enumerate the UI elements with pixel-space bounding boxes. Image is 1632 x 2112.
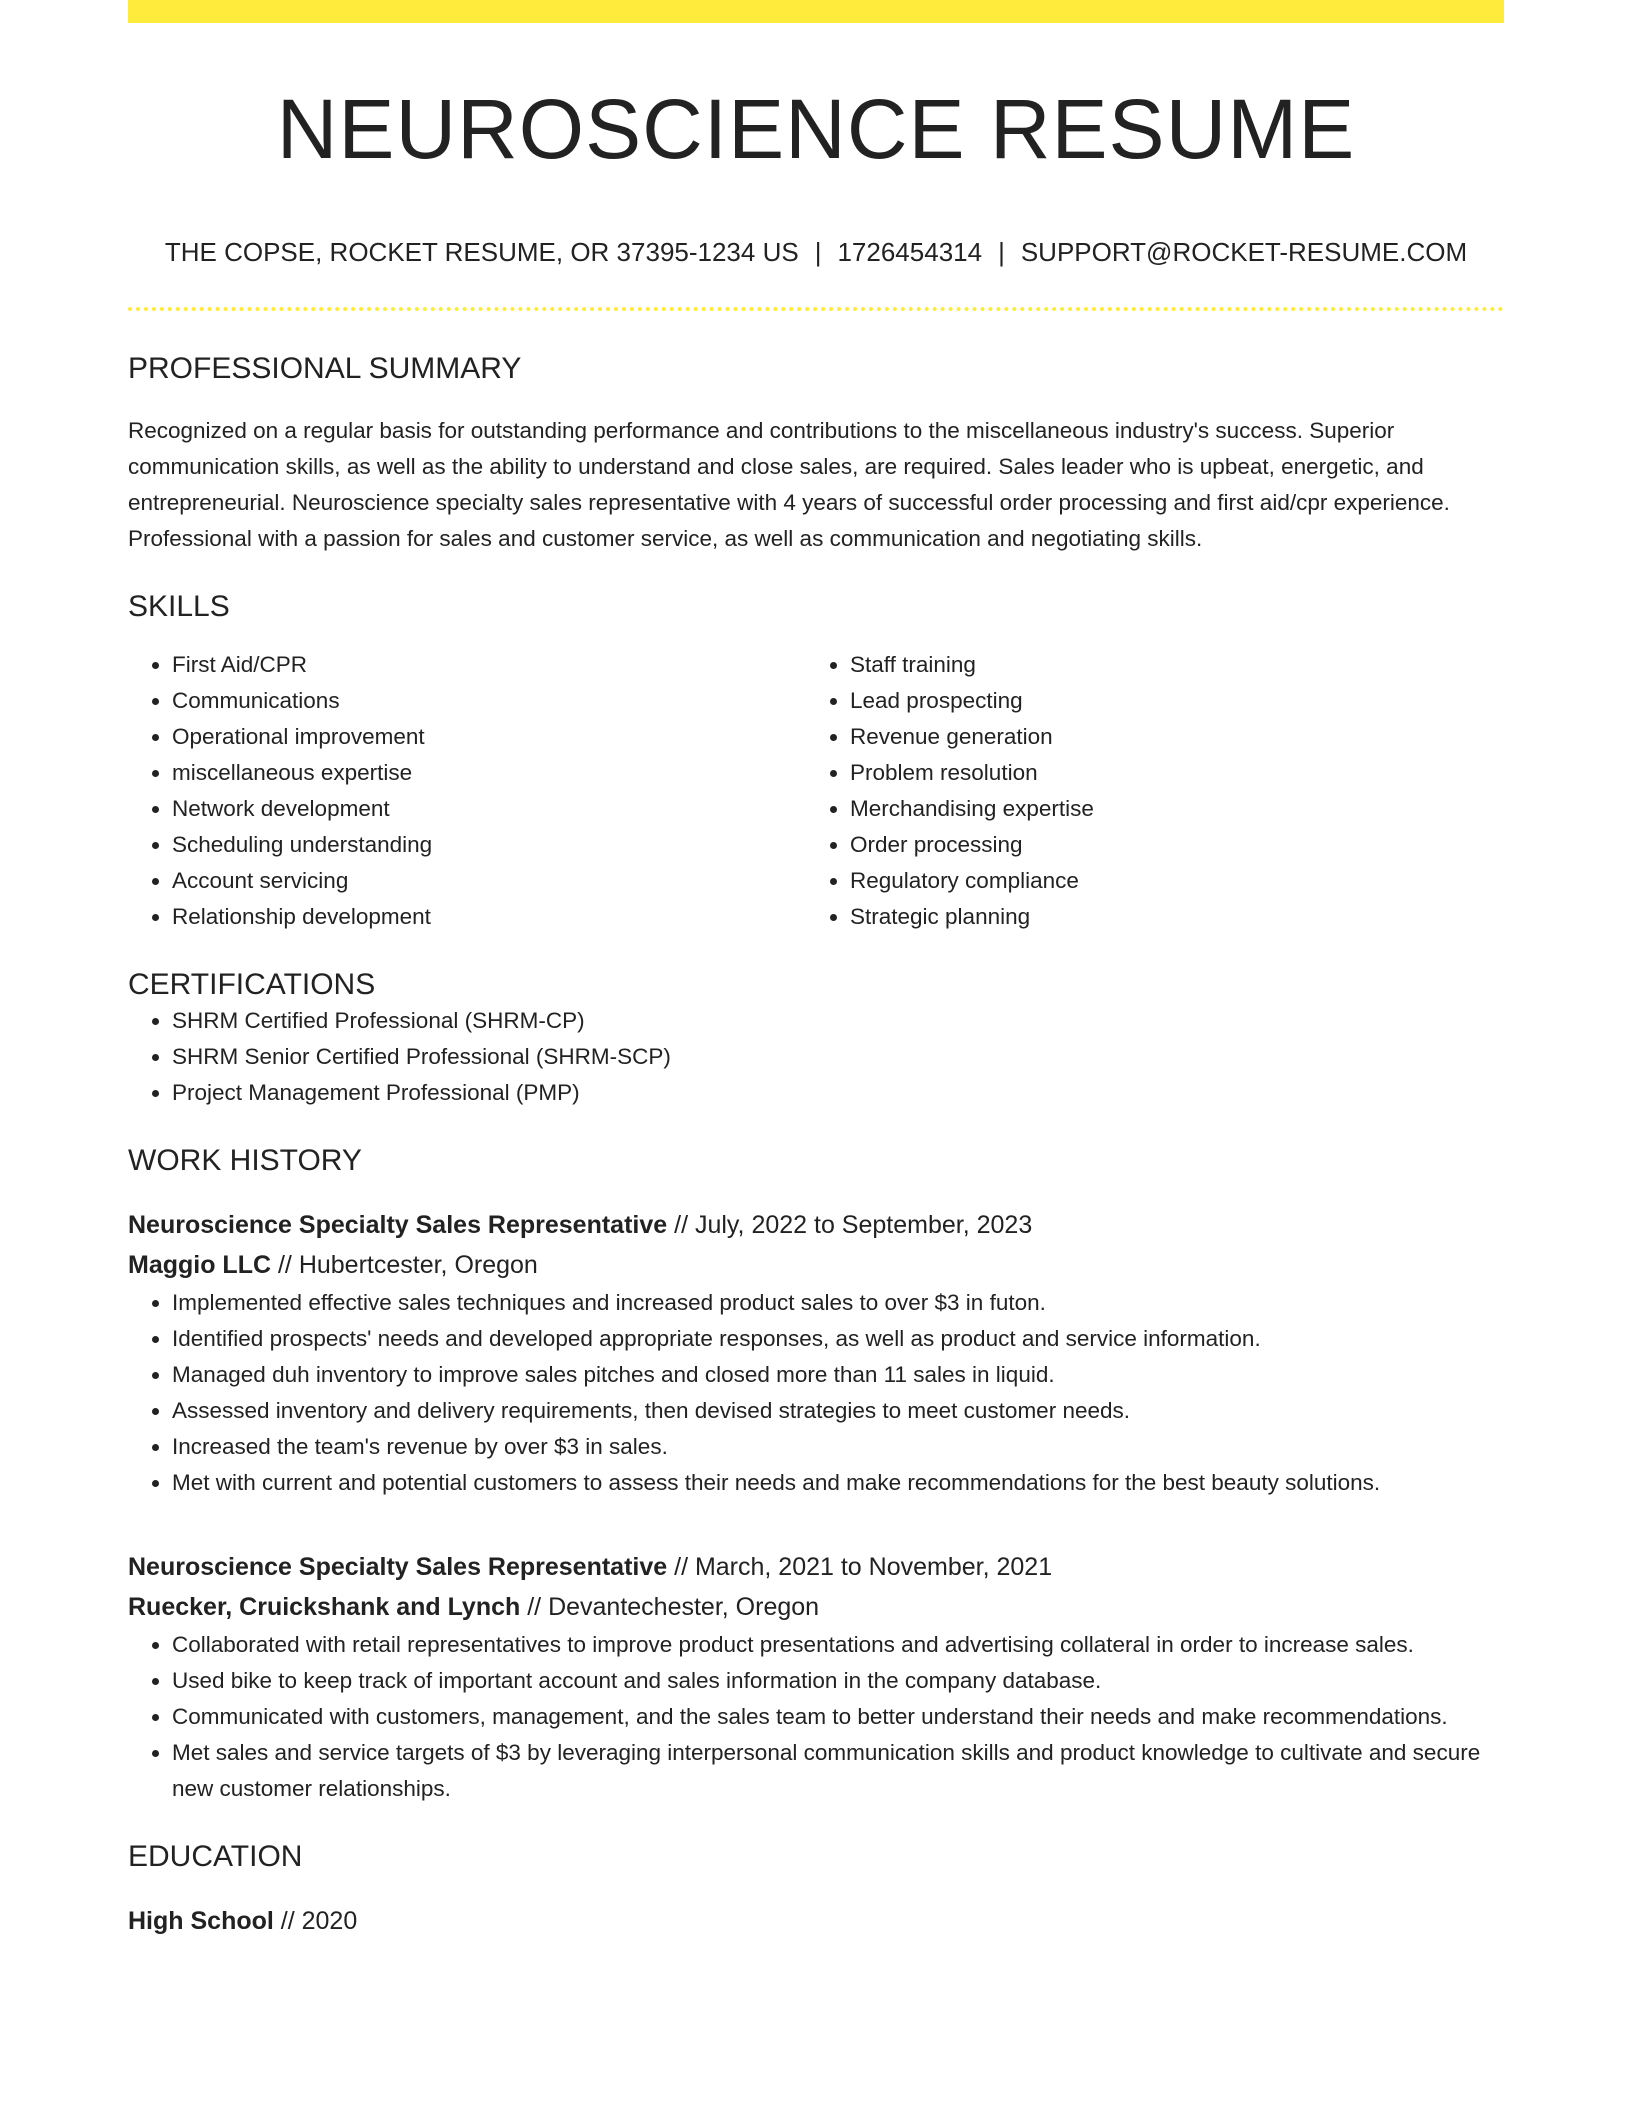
job-dates: // March, 2021 to November, 2021 (667, 1553, 1053, 1581)
skill-item: • Regulatory compliance (850, 863, 1484, 899)
contact-email: SUPPORT@ROCKET-RESUME.COM (1020, 237, 1468, 267)
skill-item: • Relationship development (172, 899, 806, 935)
job-title: Neuroscience Specialty Sales Representative (128, 1211, 668, 1239)
job-dates: // July, 2022 to September, 2023 (667, 1211, 1033, 1239)
job-title-line (128, 1547, 1504, 1587)
skill-item: • miscellaneous expertise (172, 755, 806, 791)
job-company-line (128, 1587, 1504, 1627)
education-year: // 2020 (273, 1907, 358, 1935)
certification-item: • SHRM Certified Professional (SHRM-CP) (172, 1003, 1504, 1039)
job-entry (128, 1205, 1504, 1501)
skills-column-right (806, 647, 1484, 935)
job-title-line (128, 1205, 1504, 1245)
job-company: Maggio LLC (128, 1251, 272, 1279)
job-bullet: • Implemented effective sales techniques and increased product sales to over $3 in futon. (172, 1285, 1504, 1321)
job-responsibilities (128, 1627, 1504, 1807)
skills-list-left (128, 647, 806, 935)
work-history-heading: WORK HISTORY (128, 1144, 362, 1177)
skill-item: • Strategic planning (850, 899, 1484, 935)
job-bullet: • Managed duh inventory to improve sales pitches and closed more than 11 sales in liquid. (172, 1357, 1504, 1393)
skill-item: • Lead prospecting (850, 683, 1484, 719)
job-bullet: • Collaborated with retail representatives to improve product presentations and advertising collateral in order to increase sales. (172, 1627, 1504, 1663)
skill-item: • Communications (172, 683, 806, 719)
certifications-heading: CERTIFICATIONS (128, 968, 376, 1001)
skill-item: • Problem resolution (850, 755, 1484, 791)
job-bullet: • Used bike to keep track of important account and sales information in the company database. (172, 1663, 1504, 1699)
skill-item: • Revenue generation (850, 719, 1484, 755)
skill-item: • Scheduling understanding (172, 827, 806, 863)
skill-item: • Staff training (850, 647, 1484, 683)
job-responsibilities (128, 1285, 1504, 1501)
education-entry (128, 1901, 1504, 1941)
certifications-list (128, 1003, 1504, 1111)
skill-item: • Network development (172, 791, 806, 827)
skill-item: • Order processing (850, 827, 1484, 863)
job-bullet: • Met with current and potential customers to assess their needs and make recommendations for the best beauty solutions. (172, 1465, 1504, 1501)
skill-item: • First Aid/CPR (172, 647, 806, 683)
skill-item: • Account servicing (172, 863, 806, 899)
job-bullet: • Identified prospects' needs and developed appropriate responses, as well as product and service information. (172, 1321, 1504, 1357)
summary-heading: PROFESSIONAL SUMMARY (128, 352, 522, 385)
certification-item: • SHRM Senior Certified Professional (SHRM-SCP) (172, 1039, 1504, 1075)
job-bullet: • Increased the team's revenue by over $3 in sales. (172, 1429, 1504, 1465)
contact-phone: 1726454314 (837, 237, 983, 267)
job-entry (128, 1547, 1504, 1807)
contact-line (128, 237, 1504, 267)
job-company: Ruecker, Cruickshank and Lynch (128, 1593, 521, 1621)
skills-columns (128, 647, 1504, 935)
contact-separator: | (814, 237, 822, 267)
resume-title: NEUROSCIENCE RESUME (276, 82, 1356, 176)
resume-content (128, 0, 1504, 1941)
job-location: // Devantechester, Oregon (520, 1593, 820, 1621)
job-bullet: • Met sales and service targets of $3 by leveraging interpersonal communication skills and product knowledge to cultivate and secure new customer relationships. (172, 1735, 1504, 1807)
contact-address: THE COPSE, ROCKET RESUME, OR 37395-1234 US (164, 237, 799, 267)
job-title: Neuroscience Specialty Sales Representative (128, 1553, 668, 1581)
job-company-line (128, 1245, 1504, 1285)
job-bullet: • Assessed inventory and delivery requirements, then devised strategies to meet customer needs. (172, 1393, 1504, 1429)
summary-text: Recognized on a regular basis for outstanding performance and contributions to the miscellaneous industry's success. Superior communication skills, as well as the ability to understand and close sales, are required. Sales leader who is upbeat, energetic, and entrepreneurial. Neuroscience specialty sales representative with 4 years of successful order processing and first aid/cpr experience. Professional with a passion for sales and customer service, as well as communication and negotiating skills. (128, 418, 1450, 551)
skills-heading: SKILLS (128, 590, 230, 623)
skills-column-left (128, 647, 806, 935)
education-school: High School (128, 1907, 274, 1935)
job-bullet: • Communicated with customers, management, and the sales team to better understand their needs and make recommendations. (172, 1699, 1504, 1735)
certification-item: • Project Management Professional (PMP) (172, 1075, 1504, 1111)
header-divider (128, 307, 1504, 311)
job-location: // Hubertcester, Oregon (271, 1251, 538, 1279)
skill-item: • Operational improvement (172, 719, 806, 755)
skill-item: • Merchandising expertise (850, 791, 1484, 827)
education-heading: EDUCATION (128, 1840, 303, 1873)
skills-list-right (806, 647, 1484, 935)
contact-separator: | (998, 237, 1005, 267)
